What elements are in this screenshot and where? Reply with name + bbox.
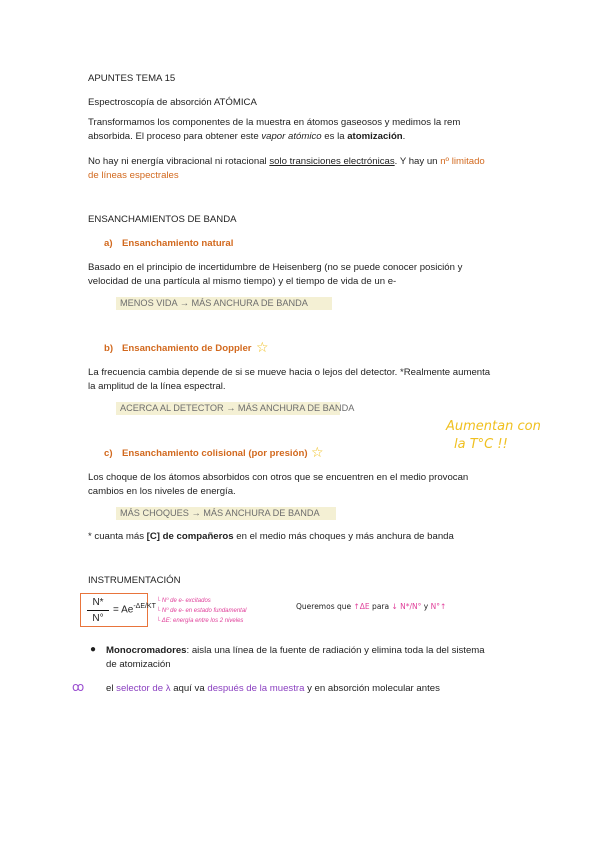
subtitle — [88, 96, 257, 110]
section-instrumentacion: INSTRUMENTACIÓN — [88, 575, 181, 586]
note-bracket: [C] — [146, 531, 160, 542]
glasses-icon: ꝏ — [72, 680, 85, 694]
mono-line-2: de atomización — [106, 659, 171, 670]
selector-text-b: aquí va — [170, 683, 208, 694]
intro-text-b: es la — [321, 131, 348, 142]
formula-ae: = Ae — [113, 604, 134, 616]
colisional-highlight: MÁS CHOQUES → MÁS ANCHURA DE BANDA — [116, 507, 336, 520]
mono-bold: Monocromadores — [106, 645, 187, 656]
section-ensanchamientos: ENSANCHAMIENTOS DE BANDA — [88, 214, 237, 225]
doppler-marker: b) — [104, 343, 114, 354]
mono-rest: : aisla una línea de la fuente de radiación y elimina toda la del sistema — [186, 645, 485, 656]
note-text-b: en el medio más choques y más anchura de banda — [233, 531, 454, 542]
note-line — [88, 530, 454, 544]
queremos-note — [296, 601, 446, 613]
doppler-line-1: La frecuencia cambia depende de si se mueve hacia o lejos del detector. *Realmente aumenta — [88, 367, 491, 378]
doc-title: APUNTES TEMA 15 — [88, 73, 176, 84]
intro-bold: atomización — [347, 131, 403, 142]
formula-note-1: └ Nº de e- excitados — [156, 598, 211, 604]
vib-text-b: . Y hay un — [394, 156, 441, 167]
doppler-line-2: la amplitud de la línea espectral. — [88, 381, 226, 392]
natural-heading: Ensanchamiento natural — [122, 238, 234, 249]
intro-italic: vapor atómico — [261, 131, 322, 142]
colisional-line-2: cambios en los niveles de energía. — [88, 486, 236, 497]
handwritten-note-1: Aumentan con — [446, 419, 541, 434]
queremos-delta: ↑ΔE — [353, 602, 370, 611]
colisional-line-1: Los choque de los átomos absorbidos con otros que se encuentren en el medio provocan — [88, 472, 469, 483]
selector-purple-2: después de la muestra — [207, 683, 305, 694]
formula-rhs — [113, 603, 156, 615]
formula-denominator: N° — [92, 613, 104, 624]
selector-text-c: y en absorción molecular antes — [304, 683, 440, 694]
bullet-icon: ● — [90, 644, 97, 655]
queremos-text-a: Queremos que — [296, 602, 354, 611]
queremos-text-c: para — [369, 602, 392, 611]
doppler-heading: Ensanchamiento de Doppler — [122, 343, 252, 354]
selector-text-a: el — [106, 683, 117, 694]
subtitle-emphasis: ATÓMICA — [213, 97, 257, 108]
vib-line-2: de líneas espectrales — [88, 170, 179, 181]
intro-line-1: Transformamos los componentes de la muestra en átomos gaseosos y medimos la rem — [88, 117, 461, 128]
natural-highlight: MENOS VIDA → MÁS ANCHURA DE BANDA — [116, 297, 332, 310]
selector-line — [106, 682, 440, 696]
vib-text-a: No hay ni energía vibracional ni rotacional — [88, 156, 270, 167]
natural-line-1: Basado en el principio de incertidumbre de Heisenberg (no se puede conocer posición y — [88, 262, 463, 273]
formula-fraction — [87, 596, 109, 625]
colisional-marker: c) — [104, 448, 113, 459]
natural-line-2: velocidad de una partícula al mismo tiempo) y el tiempo de vida de un e- — [88, 276, 397, 287]
colisional-heading: Ensanchamiento colisional (por presión) — [122, 448, 308, 459]
intro-text-a: absorbida. El proceso para obtener este — [88, 131, 262, 142]
formula-notes — [156, 596, 247, 626]
formula-note-2: └ Nº de e- en estado fundamental — [156, 608, 247, 614]
colisional-star-icon: ☆ — [311, 444, 324, 460]
subtitle-prefix: Espectroscopía de absorción — [88, 97, 214, 108]
fraction-bar — [87, 610, 109, 611]
selector-purple-1: selector de λ — [116, 683, 171, 694]
vib-orange-1: nº limitado — [440, 156, 485, 167]
mono-line-1 — [106, 644, 485, 658]
vib-line-1 — [88, 155, 485, 169]
queremos-n0: N°↑ — [430, 602, 447, 611]
intro-end: . — [402, 131, 406, 142]
queremos-text-e: y — [421, 602, 431, 611]
queremos-ratio: ↓ N*/N° — [391, 602, 422, 611]
formula-note-3: └ ΔE: energía entre los 2 niveles — [156, 618, 244, 624]
formula-box — [80, 593, 156, 627]
note-text-a: * cuanta más — [88, 531, 147, 542]
natural-marker: a) — [104, 238, 113, 249]
intro-line-2 — [88, 130, 405, 144]
note-bold: de compañeros — [160, 531, 234, 542]
handwritten-note-2: la T°C !! — [454, 437, 508, 452]
vib-underline: solo transiciones electrónicas — [269, 156, 395, 167]
formula-exponent: -ΔE/KT — [133, 603, 156, 610]
formula-numerator: N* — [92, 597, 104, 608]
doppler-highlight: ACERCA AL DETECTOR → MÁS ANCHURA DE BANDA — [116, 402, 340, 415]
doppler-star-icon: ☆ — [256, 339, 269, 355]
